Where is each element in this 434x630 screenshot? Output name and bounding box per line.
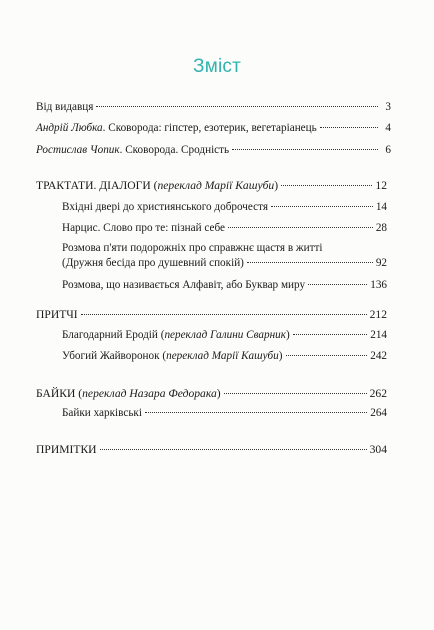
toc-entry-title: (Дружня бесіда про душевний спокій) xyxy=(62,257,244,269)
toc-leader-dots xyxy=(320,127,378,128)
toc-entry xyxy=(62,328,387,343)
toc-page-number: 4 xyxy=(385,122,391,134)
toc-leader-dots xyxy=(271,206,373,207)
toc-entry xyxy=(62,349,387,364)
toc-leader-dots xyxy=(247,262,373,263)
toc-entry-title: Байки харківські xyxy=(62,407,142,419)
toc-entry-title: ТРАКТАТИ. ДІАЛОГИ (переклад Марії Кашуби) xyxy=(36,179,279,192)
toc-page-number: 28 xyxy=(375,222,387,234)
toc-leader-dots xyxy=(286,355,368,356)
toc-entry xyxy=(62,406,387,421)
toc-page-number: 3 xyxy=(385,101,391,113)
toc-leader-dots xyxy=(232,149,378,150)
toc-entry-title: Убогий Жайворонок (переклад Марії Кашуби) xyxy=(62,350,283,362)
toc-entry-title: Ростислав Чопик. Сковорода. Сродність xyxy=(36,144,230,156)
toc-entry-title: Нарцис. Слово про те: пізнай себе xyxy=(62,222,225,234)
toc-entry xyxy=(36,307,387,322)
toc-entry xyxy=(36,100,391,115)
toc-page-number: 264 xyxy=(370,407,387,419)
toc-leader-dots xyxy=(96,106,378,107)
toc-leader-dots xyxy=(81,314,367,315)
toc-page-number: 92 xyxy=(375,257,387,269)
toc-entry-title: Андрій Любка. Сковорода: гіпстер, езотерик, вегетаріанець xyxy=(36,122,317,134)
toc-page-number: 242 xyxy=(370,350,387,362)
toc-entry xyxy=(62,256,387,271)
page-title: Зміст xyxy=(193,56,241,77)
toc-entry xyxy=(36,178,387,193)
toc-entry-title: Благодарний Еродій (переклад Галини Сварник) xyxy=(62,329,290,341)
toc-page-number: 136 xyxy=(370,279,387,291)
toc-page-number: 214 xyxy=(370,329,387,341)
toc-leader-dots xyxy=(281,185,372,186)
toc-leader-dots xyxy=(224,393,367,394)
toc-entry xyxy=(62,221,387,236)
toc-entry xyxy=(36,121,391,136)
toc-entry-title: Від видавця xyxy=(36,101,94,113)
toc-leader-dots xyxy=(100,449,367,450)
toc-entry-title: ПРИТЧІ xyxy=(36,308,78,321)
toc-leader-dots xyxy=(293,334,368,335)
toc-entry xyxy=(62,241,387,256)
toc-entry xyxy=(36,386,387,401)
toc-entry xyxy=(62,200,387,215)
toc-page-number: 6 xyxy=(385,144,391,156)
toc-page-number: 212 xyxy=(369,308,387,321)
toc-leader-dots xyxy=(145,412,367,413)
toc-entry-title: Розмова п'яти подорожніх про справжнє щастя в житті xyxy=(62,242,323,254)
toc-entry-title: ПРИМІТКИ xyxy=(36,443,97,456)
toc-entry xyxy=(36,143,391,158)
toc-entry xyxy=(36,442,387,457)
toc-page-number: 304 xyxy=(369,443,387,456)
toc-entry-title: Вхідні двері до християнського доброчестя xyxy=(62,201,269,213)
toc-page-number: 12 xyxy=(375,179,387,192)
toc-entry-title: Розмова, що називається Алфавіт, або Буквар миру xyxy=(62,279,306,291)
toc-leader-dots xyxy=(228,227,373,228)
toc-entry-title: БАЙКИ (переклад Назара Федорака) xyxy=(36,387,221,400)
toc-page-number: 14 xyxy=(375,201,387,213)
toc-page-number: 262 xyxy=(369,387,387,400)
toc-leader-dots xyxy=(308,284,367,285)
toc-entry xyxy=(62,278,387,293)
